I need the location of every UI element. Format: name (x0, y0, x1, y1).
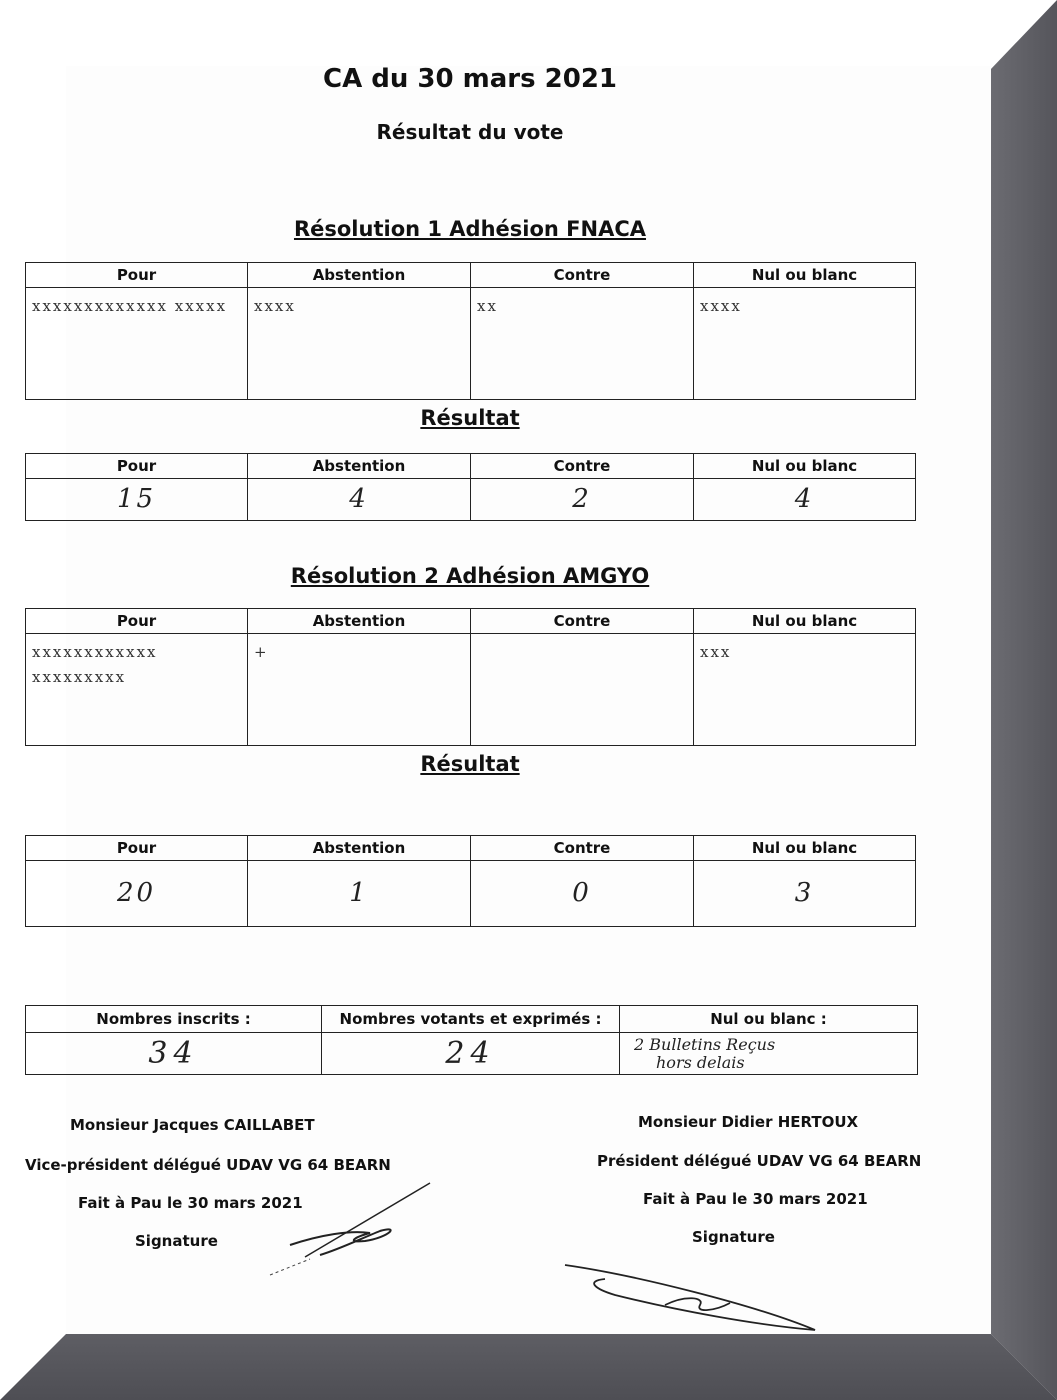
right-signatory-name: Monsieur Didier HERTOUX (638, 1113, 859, 1131)
resolution-1-title: Résolution 1 Adhésion FNACA (293, 217, 647, 241)
res1-result-nul: 4 (694, 479, 916, 521)
resolution-1-result-heading: Résultat (420, 406, 520, 430)
left-signatory-role: Vice-président délégué UDAV VG 64 BEARN (25, 1156, 391, 1174)
header-contre: Contre (471, 263, 694, 288)
header-pour: Pour (26, 454, 248, 479)
header-pour: Pour (26, 836, 248, 861)
resolution-2-result-heading: Résultat (420, 752, 520, 776)
res2-result-pour: 20 (26, 861, 248, 927)
summary-nul-label: Nul ou blanc : (620, 1006, 918, 1033)
votants-label: Nombres votants et exprimés : (322, 1006, 620, 1033)
left-signature-drawing (250, 1175, 450, 1285)
summary-nul-value-line1: 2 Bulletins Reçus (634, 1034, 776, 1054)
resolution-2-votes-table (25, 608, 916, 746)
resolution-2-result-table (25, 835, 916, 927)
res1-result-abstention: 4 (248, 479, 471, 521)
header-contre: Contre (471, 836, 694, 861)
res1-marks-pour: xxxxxxxxxxxxx xxxxx (26, 288, 248, 400)
left-signatory-name: Monsieur Jacques CAILLABET (70, 1116, 315, 1134)
inscrits-label: Nombres inscrits : (26, 1006, 322, 1033)
header-abstention: Abstention (248, 836, 471, 861)
document-title: CA du 30 mars 2021 (322, 64, 617, 94)
header-contre: Contre (471, 454, 694, 479)
res2-result-contre: 0 (471, 861, 694, 927)
res2-marks-nul: xxx (694, 634, 916, 746)
res2-result-nul: 3 (694, 861, 916, 927)
right-signature-drawing (555, 1255, 835, 1340)
resolution-1-votes-table (25, 262, 916, 400)
document-subtitle: Résultat du vote (376, 120, 564, 144)
votants-value: 24 (322, 1033, 620, 1075)
inscrits-value: 34 (26, 1033, 322, 1075)
header-pour: Pour (26, 263, 248, 288)
res1-result-contre: 2 (471, 479, 694, 521)
right-signatory-role: Président délégué UDAV VG 64 BEARN (597, 1152, 922, 1170)
header-nul: Nul ou blanc (694, 454, 916, 479)
header-abstention: Abstention (248, 263, 471, 288)
res2-result-abstention: 1 (248, 861, 471, 927)
res2-marks-abstention: + (248, 634, 471, 746)
header-nul: Nul ou blanc (694, 609, 916, 634)
header-pour: Pour (26, 609, 248, 634)
header-nul: Nul ou blanc (694, 836, 916, 861)
header-contre: Contre (471, 609, 694, 634)
header-nul: Nul ou blanc (694, 263, 916, 288)
right-signatory-place-date: Fait à Pau le 30 mars 2021 (643, 1190, 868, 1208)
res1-marks-abstention: xxxx (248, 288, 471, 400)
header-abstention: Abstention (248, 609, 471, 634)
header-abstention: Abstention (248, 454, 471, 479)
left-signatory-place-date: Fait à Pau le 30 mars 2021 (78, 1194, 303, 1212)
right-signature-label: Signature (692, 1228, 775, 1246)
res1-marks-contre: xx (471, 288, 694, 400)
left-signature-label: Signature (135, 1232, 218, 1250)
summary-nul-value-line2: hors delais (656, 1052, 745, 1072)
resolution-1-result-table (25, 453, 916, 521)
summary-nul-value (620, 1033, 918, 1075)
resolution-2-title: Résolution 2 Adhésion AMGYO (290, 564, 650, 588)
res1-marks-nul: xxxx (694, 288, 916, 400)
res2-marks-contre (471, 634, 694, 746)
summary-table (25, 1005, 918, 1075)
res2-marks-pour: xxxxxxxxxxxx xxxxxxxxx (26, 634, 248, 746)
res1-result-pour: 15 (26, 479, 248, 521)
